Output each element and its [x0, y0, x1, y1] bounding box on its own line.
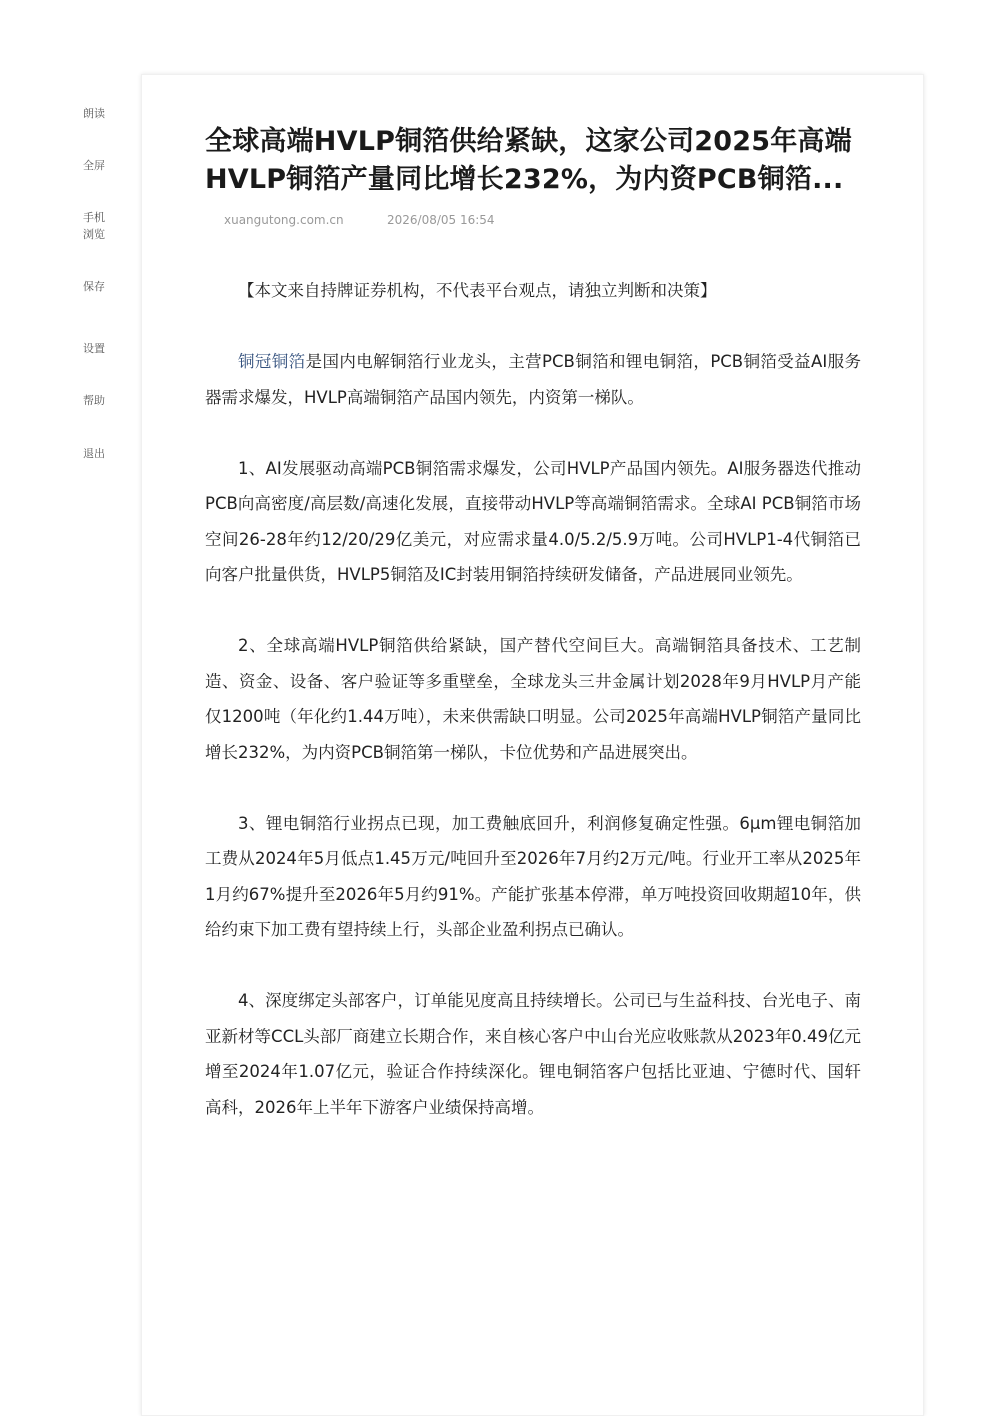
save-button[interactable]: 保存	[83, 280, 105, 293]
article-card	[141, 74, 924, 1416]
point-2-paragraph: 2、全球高端HVLP铜箔供给紧缺，国产替代空间巨大。高端铜箔具备技术、工艺制造、资金、设备、客户验证等多重壁垒，全球龙头三井金属计划2028年9月HVLP月产能仅1200吨（年化约1.44万吨），未来供需缺口明显。公司2025年高端HVLP铜箔产量同比增长232%，为内资PCB铜箔第一梯队，卡位优势和产品进展突出。	[205, 636, 861, 762]
fullscreen-button[interactable]: 全屏	[83, 159, 105, 172]
article-source: xuangutong.com.cn	[224, 213, 344, 227]
read-aloud-button[interactable]: 朗读	[83, 107, 105, 120]
intro-text: 是国内电解铜箔行业龙头，主营PCB铜箔和锂电铜箔，PCB铜箔受益AI服务器需求爆发，HVLP高端铜箔产品国内领先，内资第一梯队。	[205, 352, 861, 407]
point-1-paragraph: 1、AI发展驱动高端PCB铜箔需求爆发，公司HVLP产品国内领先。AI服务器迭代推动PCB向高密度/高层数/高速化发展，直接带动HVLP等高端铜箔需求。全球AI PCB铜箔市场空间26-28年约12/20/29亿美元，对应需求量4.0/5.2/5.9万吨。公司HVLP1-4代铜箔已向客户批量供货，HVLP5铜箔及IC封装用铜箔持续研发储备，产品进展同业领先。	[205, 458, 861, 584]
article-title: 全球高端HVLP铜箔供给紧缺，这家公司2025年高端 HVLP铜箔产量同比增长232%，为内资PCB铜箔...	[205, 126, 852, 195]
stock-link[interactable]: 铜冠铜箔	[238, 352, 306, 371]
mobile-view-button[interactable]: 手机 浏览	[83, 211, 105, 241]
article-date: 2026/08/05 16:54	[387, 213, 495, 227]
help-button[interactable]: 帮助	[83, 394, 105, 407]
settings-button[interactable]: 设置	[83, 342, 105, 355]
disclaimer-paragraph: 【本文来自持牌证券机构，不代表平台观点，请独立判断和决策】	[238, 281, 717, 300]
exit-button[interactable]: 退出	[83, 447, 105, 460]
point-4-paragraph: 4、深度绑定头部客户，订单能见度高且持续增长。公司已与生益科技、台光电子、南亚新材等CCL头部厂商建立长期合作，来自核心客户中山台光应收账款从2023年0.49亿元增至2024年1.07亿元，验证合作持续深化。锂电铜箔客户包括比亚迪、宁德时代、国轩高科，2026年上半年下游客户业绩保持高增。	[205, 991, 861, 1117]
reader-sidebar	[0, 0, 140, 1403]
intro-paragraph	[205, 344, 861, 415]
article-body	[205, 273, 861, 1161]
point-3-paragraph: 3、锂电铜箔行业拐点已现，加工费触底回升，利润修复确定性强。6μm锂电铜箔加工费从2024年5月低点1.45万元/吨回升至2026年7月约2万元/吨。行业开工率从2025年1月约67%提升至2026年5月约91%。产能扩张基本停滞，单万吨投资回收期超10年，供给约束下加工费有望持续上行，头部企业盈利拐点已确认。	[205, 813, 861, 939]
